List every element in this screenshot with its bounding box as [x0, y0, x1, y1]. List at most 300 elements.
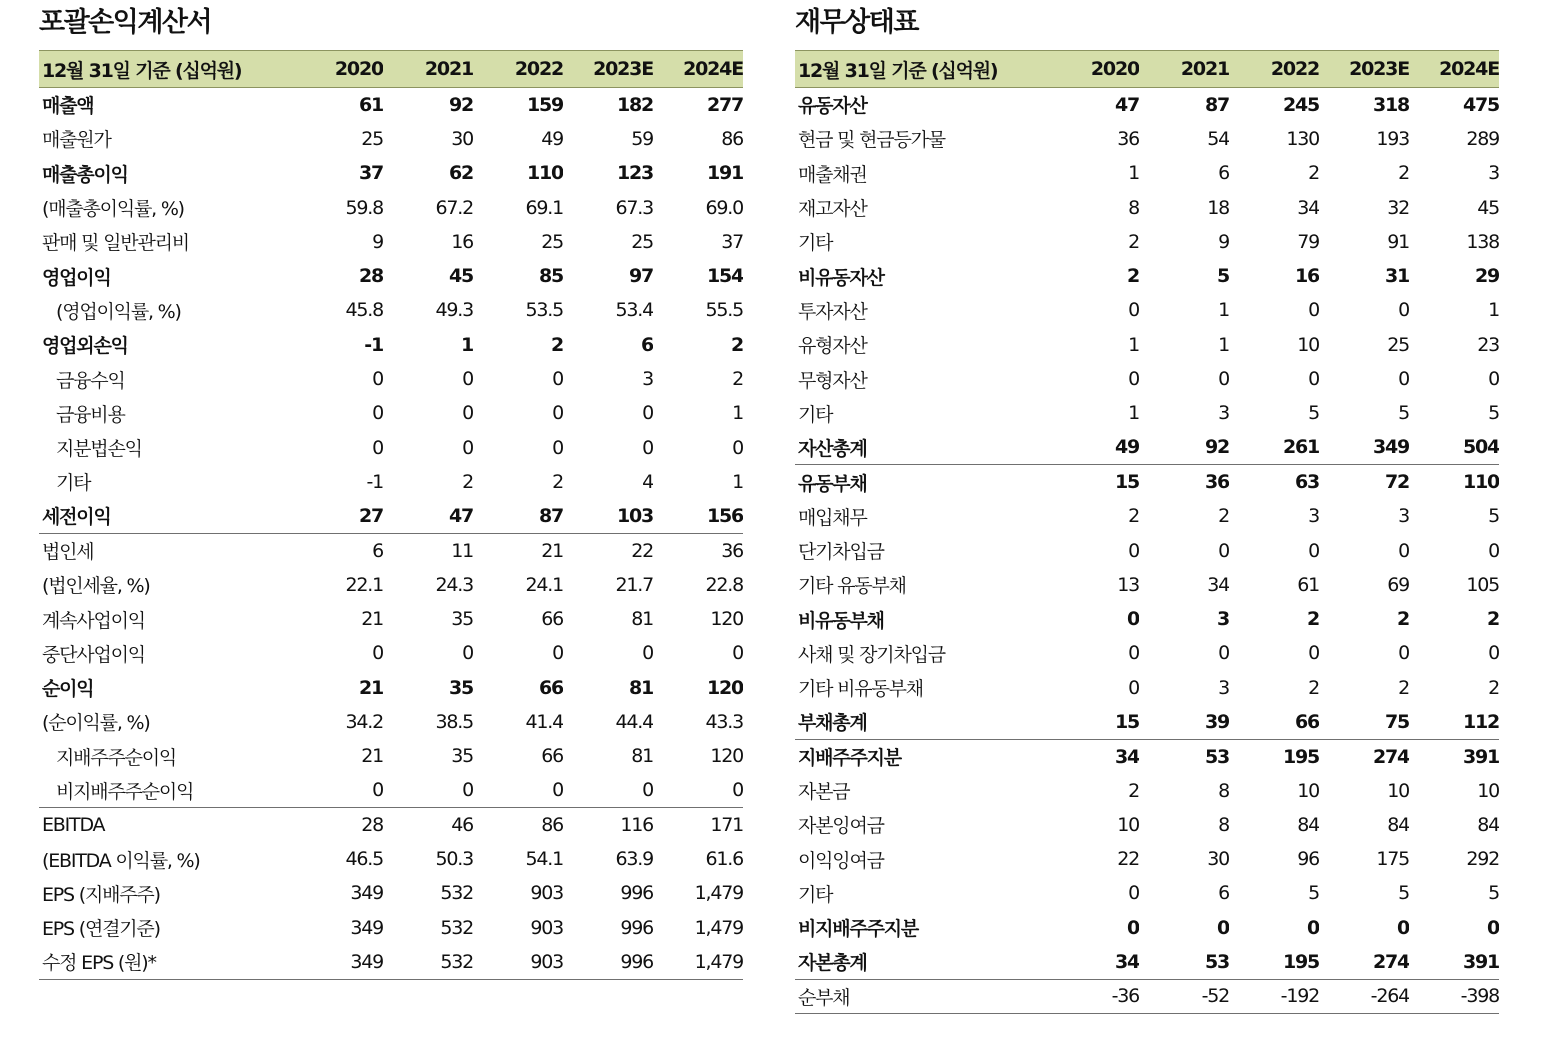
- value-cell: 16: [451, 230, 473, 253]
- value-cell: 5: [1398, 882, 1409, 905]
- table-row: [795, 705, 1499, 739]
- value-cell: 1,479: [694, 882, 743, 905]
- row-label: 매입채무: [798, 506, 867, 529]
- row-label: (매출총이익률, %): [42, 198, 184, 221]
- value-cell: 175: [1376, 848, 1409, 871]
- row-label: 자본총계: [798, 952, 867, 975]
- row-label: (순이익률, %): [42, 712, 150, 735]
- balance-sheet-table: [795, 50, 1499, 1014]
- value-cell: 15: [1114, 710, 1139, 733]
- value-cell: 0: [462, 436, 473, 459]
- value-cell: 2: [1488, 676, 1499, 699]
- value-cell: 0: [1398, 539, 1409, 562]
- value-cell: 0: [1218, 368, 1229, 391]
- value-cell: 18: [1207, 196, 1229, 219]
- value-cell: -192: [1229, 979, 1319, 1013]
- value-cell: 32: [1387, 196, 1409, 219]
- value-cell: -52: [1139, 979, 1229, 1013]
- value-cell: 39: [1204, 710, 1229, 733]
- table-row: [39, 465, 743, 499]
- value-cell: 274: [1319, 739, 1409, 773]
- value-cell: 61.6: [705, 848, 743, 871]
- value-cell: 24.1: [525, 573, 563, 596]
- value-cell: 0: [462, 779, 473, 802]
- value-cell: 36: [1117, 127, 1139, 150]
- value-cell: 36: [1139, 465, 1229, 499]
- value-cell: 46.5: [345, 848, 383, 871]
- value-cell: 120: [710, 608, 743, 631]
- value-cell: -264: [1319, 979, 1409, 1013]
- table-row: [795, 293, 1499, 327]
- value-cell: 97: [628, 265, 653, 288]
- value-cell: 6: [640, 333, 653, 356]
- row-label: 유동자산: [798, 95, 867, 118]
- value-cell: 28: [358, 265, 383, 288]
- value-cell: 245: [1282, 93, 1319, 116]
- value-cell: -1: [364, 333, 383, 356]
- value-cell: 0: [732, 642, 743, 665]
- row-label: 지분법손익: [56, 438, 142, 461]
- value-cell: 2: [1218, 505, 1229, 528]
- header-year-cell: 2024E: [1409, 51, 1499, 88]
- row-label: 비지배주주지분: [798, 918, 919, 941]
- row-label: 유동부채: [795, 465, 1051, 499]
- value-cell: 67.3: [615, 196, 653, 219]
- value-cell: 191: [706, 162, 743, 185]
- value-cell: 2: [1128, 230, 1139, 253]
- value-cell: 0: [372, 779, 383, 802]
- table-row: [39, 396, 743, 430]
- row-label: 무형자산: [798, 369, 867, 392]
- value-cell: 0: [372, 642, 383, 665]
- value-cell: 0: [462, 642, 473, 665]
- value-cell: 49: [1114, 436, 1139, 459]
- value-cell: 110: [1409, 465, 1499, 499]
- table-row: [795, 122, 1499, 156]
- row-label: (EBITDA 이익률, %): [42, 849, 200, 872]
- value-cell: 996: [620, 916, 653, 939]
- value-cell: 34: [1051, 739, 1139, 773]
- row-label: 재고자산: [798, 198, 867, 221]
- value-cell: 2: [552, 470, 563, 493]
- table-row: [39, 259, 743, 293]
- table-row: [39, 636, 743, 670]
- income-statement-panel: [39, 6, 743, 980]
- table-row: [39, 808, 743, 842]
- value-cell: 4: [642, 470, 653, 493]
- row-label: 자본금: [798, 781, 850, 804]
- row-label: 지배주주지분: [795, 739, 1051, 773]
- row-label: 기타: [798, 883, 833, 906]
- value-cell: 261: [1282, 436, 1319, 459]
- value-cell: 2: [1308, 162, 1319, 185]
- row-label: 법인세: [39, 533, 295, 567]
- table-row: [39, 430, 743, 464]
- value-cell: 3: [1398, 505, 1409, 528]
- value-cell: 84: [1477, 813, 1499, 836]
- value-cell: 105: [1466, 573, 1499, 596]
- value-cell: 45: [448, 265, 473, 288]
- value-cell: 37: [721, 230, 743, 253]
- value-cell: 0: [552, 779, 563, 802]
- value-cell: 292: [1466, 848, 1499, 871]
- value-cell: 66: [1294, 710, 1319, 733]
- value-cell: -398: [1409, 979, 1499, 1013]
- value-cell: 103: [616, 504, 653, 527]
- value-cell: 5: [1308, 402, 1319, 425]
- value-cell: -36: [1051, 979, 1139, 1013]
- value-cell: 0: [1128, 882, 1139, 905]
- table-header-row: [795, 51, 1499, 88]
- value-cell: 92: [448, 93, 473, 116]
- value-cell: 274: [1372, 950, 1409, 973]
- header-year-cell: 2024E: [653, 51, 743, 88]
- value-cell: 23: [1477, 333, 1499, 356]
- value-cell: 391: [1462, 950, 1499, 973]
- value-cell: 22.8: [705, 573, 743, 596]
- value-cell: 3: [642, 368, 653, 391]
- row-label: 비유동자산: [798, 266, 884, 289]
- table-row: [795, 636, 1499, 670]
- value-cell: 66: [541, 608, 563, 631]
- value-cell: 85: [538, 265, 563, 288]
- value-cell: 171: [653, 808, 743, 842]
- value-cell: 25: [1387, 333, 1409, 356]
- value-cell: 81: [631, 608, 653, 631]
- value-cell: 53: [1204, 950, 1229, 973]
- value-cell: 1: [1128, 402, 1139, 425]
- table-row: [795, 945, 1499, 979]
- value-cell: 123: [616, 162, 653, 185]
- value-cell: 75: [1384, 710, 1409, 733]
- header-year-cell: 2022: [1229, 51, 1319, 88]
- header-year-cell: 2020: [295, 51, 383, 88]
- value-cell: 3: [1218, 402, 1229, 425]
- value-cell: 63.9: [615, 848, 653, 871]
- value-cell: 0: [732, 779, 743, 802]
- table-row: [795, 88, 1499, 122]
- value-cell: 59.8: [345, 196, 383, 219]
- table-row: [39, 190, 743, 224]
- header-year-cell: 2022: [473, 51, 563, 88]
- value-cell: 0: [1128, 299, 1139, 322]
- value-cell: 0: [1308, 368, 1319, 391]
- row-label: EPS (연결기준): [42, 918, 160, 941]
- value-cell: 5: [1398, 402, 1409, 425]
- value-cell: 45.8: [345, 299, 383, 322]
- value-cell: 13: [1117, 573, 1139, 596]
- value-cell: 532: [440, 916, 473, 939]
- table-row: [795, 568, 1499, 602]
- table-header-row: [39, 51, 743, 88]
- value-cell: 47: [448, 504, 473, 527]
- value-cell: 30: [1207, 848, 1229, 871]
- table-row: [795, 259, 1499, 293]
- header-year-cell: 2021: [383, 51, 473, 88]
- income-statement-title: 포괄손익계산서: [39, 7, 212, 38]
- value-cell: 3: [1488, 162, 1499, 185]
- value-cell: 0: [372, 402, 383, 425]
- table-row: [39, 739, 743, 773]
- value-cell: 1: [1488, 299, 1499, 322]
- value-cell: 0: [552, 402, 563, 425]
- value-cell: 0: [1128, 642, 1139, 665]
- value-cell: 53.4: [615, 299, 653, 322]
- table-row: [795, 328, 1499, 362]
- table-row: [39, 293, 743, 327]
- value-cell: 10: [1117, 813, 1139, 836]
- value-cell: 0: [1398, 642, 1409, 665]
- value-cell: 156: [706, 504, 743, 527]
- value-cell: 0: [1488, 368, 1499, 391]
- row-label: 금융비용: [56, 403, 125, 426]
- table-row: [39, 156, 743, 190]
- row-label: 기타: [798, 403, 833, 426]
- value-cell: 0: [1308, 539, 1319, 562]
- value-cell: 9: [1218, 230, 1229, 253]
- value-cell: 1: [732, 470, 743, 493]
- row-label: 투자자산: [798, 300, 867, 323]
- value-cell: 130: [1286, 127, 1319, 150]
- value-cell: 35: [451, 608, 473, 631]
- row-label: 이익잉여금: [798, 849, 884, 872]
- value-cell: 0: [1128, 368, 1139, 391]
- value-cell: 903: [530, 916, 563, 939]
- table-row: [39, 568, 743, 602]
- value-cell: 22: [1117, 848, 1139, 871]
- value-cell: 53.5: [525, 299, 563, 322]
- table-row: [795, 911, 1499, 945]
- row-label: 판매 및 일반관리비: [42, 232, 189, 255]
- value-cell: 138: [1466, 230, 1499, 253]
- value-cell: 2: [462, 470, 473, 493]
- value-cell: 31: [1384, 265, 1409, 288]
- value-cell: 34: [1114, 950, 1139, 973]
- value-cell: 6: [1218, 882, 1229, 905]
- value-cell: 0: [1126, 608, 1139, 631]
- value-cell: 0: [642, 402, 653, 425]
- value-cell: 154: [706, 265, 743, 288]
- value-cell: 22: [563, 533, 653, 567]
- row-label: 순이익: [42, 678, 94, 701]
- row-label: 비지배주주순이익: [56, 780, 194, 803]
- value-cell: 277: [706, 93, 743, 116]
- value-cell: 87: [538, 504, 563, 527]
- value-cell: 35: [448, 676, 473, 699]
- table-row: [795, 396, 1499, 430]
- value-cell: 24.3: [435, 573, 473, 596]
- table-row: [795, 430, 1499, 464]
- value-cell: 0: [732, 436, 743, 459]
- value-cell: 182: [616, 93, 653, 116]
- value-cell: 0: [1128, 676, 1139, 699]
- value-cell: 86: [721, 127, 743, 150]
- value-cell: 34.2: [345, 710, 383, 733]
- value-cell: 67.2: [435, 196, 473, 219]
- value-cell: -1: [366, 470, 383, 493]
- value-cell: 0: [1128, 539, 1139, 562]
- value-cell: 25: [631, 230, 653, 253]
- value-cell: 81: [628, 676, 653, 699]
- value-cell: 11: [383, 533, 473, 567]
- value-cell: 532: [440, 882, 473, 905]
- value-cell: 25: [361, 127, 383, 150]
- value-cell: 0: [642, 436, 653, 459]
- value-cell: 0: [1488, 642, 1499, 665]
- row-label: 기타: [798, 232, 833, 255]
- value-cell: 0: [642, 642, 653, 665]
- value-cell: 30: [451, 127, 473, 150]
- value-cell: 2: [732, 368, 743, 391]
- header-year-cell: 2021: [1139, 51, 1229, 88]
- value-cell: 27: [358, 504, 383, 527]
- value-cell: 0: [552, 368, 563, 391]
- table-row: [39, 773, 743, 807]
- value-cell: 996: [563, 945, 653, 979]
- value-cell: 72: [1319, 465, 1409, 499]
- value-cell: 1,479: [694, 916, 743, 939]
- value-cell: 2: [1308, 676, 1319, 699]
- value-cell: 3: [1308, 505, 1319, 528]
- row-label: (영업이익률, %): [56, 300, 181, 323]
- value-cell: 3: [1218, 676, 1229, 699]
- value-cell: 5: [1308, 882, 1319, 905]
- header-year-cell: 2023E: [563, 51, 653, 88]
- header-year-cell: 2020: [1051, 51, 1139, 88]
- value-cell: 29: [1474, 265, 1499, 288]
- table-row: [795, 876, 1499, 910]
- value-cell: 0: [372, 436, 383, 459]
- value-cell: 5: [1488, 402, 1499, 425]
- table-row: [795, 979, 1499, 1013]
- value-cell: 504: [1462, 436, 1499, 459]
- table-row: [795, 225, 1499, 259]
- row-label: 단기차입금: [798, 541, 884, 563]
- table-row: [795, 739, 1499, 773]
- value-cell: 46: [383, 808, 473, 842]
- value-cell: 63: [1229, 465, 1319, 499]
- row-label: 비유동부채: [798, 609, 884, 632]
- value-cell: 996: [620, 882, 653, 905]
- value-cell: 69.1: [525, 196, 563, 219]
- table-row: [39, 911, 743, 945]
- value-cell: 0: [1218, 539, 1229, 562]
- value-cell: 92: [1204, 436, 1229, 459]
- value-cell: 21: [358, 676, 383, 699]
- value-cell: 96: [1297, 848, 1319, 871]
- row-label: 매출액: [42, 95, 94, 118]
- value-cell: 0: [552, 436, 563, 459]
- value-cell: 2: [730, 333, 743, 356]
- value-cell: 0: [462, 402, 473, 425]
- table-row: [39, 671, 743, 705]
- value-cell: 35: [451, 745, 473, 768]
- value-cell: 54.1: [525, 848, 563, 871]
- value-cell: 21: [361, 745, 383, 768]
- value-cell: 193: [1376, 127, 1409, 150]
- value-cell: 81: [631, 745, 653, 768]
- value-cell: 391: [1409, 739, 1499, 773]
- value-cell: 349: [295, 945, 383, 979]
- table-row: [39, 876, 743, 910]
- row-label: 기타 유동부채: [798, 575, 906, 598]
- value-cell: 120: [706, 676, 743, 699]
- value-cell: 2: [1396, 608, 1409, 631]
- value-cell: 61: [1297, 573, 1319, 596]
- row-label: 부채총계: [798, 712, 867, 735]
- value-cell: 54: [1207, 127, 1229, 150]
- income-statement-table: [39, 50, 743, 980]
- value-cell: 10: [1477, 779, 1499, 802]
- value-cell: 0: [1306, 916, 1319, 939]
- value-cell: 62: [448, 162, 473, 185]
- value-cell: 159: [526, 93, 563, 116]
- table-row: [39, 362, 743, 396]
- table-row: [795, 156, 1499, 190]
- value-cell: 110: [526, 162, 563, 185]
- table-row: [39, 499, 743, 533]
- value-cell: 2: [1128, 779, 1139, 802]
- table-row: [795, 533, 1499, 567]
- row-label: 계속사업이익: [42, 609, 145, 632]
- value-cell: 349: [1372, 436, 1409, 459]
- value-cell: 21: [473, 533, 563, 567]
- header-label-cell: 12월 31일 기준 (십억원): [795, 51, 1051, 88]
- row-label: 영업이익: [42, 266, 111, 289]
- value-cell: 0: [1486, 916, 1499, 939]
- value-cell: 195: [1282, 950, 1319, 973]
- value-cell: 87: [1204, 93, 1229, 116]
- table-row: [795, 362, 1499, 396]
- balance-sheet-title: 재무상태표: [795, 7, 918, 38]
- table-row: [795, 808, 1499, 842]
- table-row: [39, 945, 743, 979]
- header-year-cell: 2023E: [1319, 51, 1409, 88]
- value-cell: 0: [1398, 368, 1409, 391]
- value-cell: 49.3: [435, 299, 473, 322]
- value-cell: 2: [550, 333, 563, 356]
- row-label: EBITDA: [39, 808, 295, 842]
- row-label: 기타 비유동부채: [798, 678, 923, 701]
- table-row: [39, 602, 743, 636]
- value-cell: 0: [1488, 539, 1499, 562]
- value-cell: 21.7: [615, 573, 653, 596]
- value-cell: 8: [1218, 813, 1229, 836]
- value-cell: 0: [1218, 642, 1229, 665]
- value-cell: 45: [1477, 196, 1499, 219]
- value-cell: 43.3: [705, 710, 743, 733]
- value-cell: 195: [1229, 739, 1319, 773]
- value-cell: 47: [1114, 93, 1139, 116]
- value-cell: 49: [541, 127, 563, 150]
- value-cell: 0: [372, 368, 383, 391]
- value-cell: 6: [1218, 162, 1229, 185]
- value-cell: 0: [642, 779, 653, 802]
- table-row: [795, 602, 1499, 636]
- row-label: 지배주주순이익: [56, 746, 177, 769]
- value-cell: 16: [1294, 265, 1319, 288]
- row-label: 세전이익: [42, 506, 111, 529]
- value-cell: 59: [631, 127, 653, 150]
- value-cell: 903: [473, 945, 563, 979]
- row-label: EPS (지배주주): [42, 883, 160, 906]
- row-label: 순부채: [795, 979, 1051, 1013]
- value-cell: 8: [1128, 196, 1139, 219]
- row-label: 영업외손익: [42, 335, 128, 358]
- value-cell: 0: [552, 642, 563, 665]
- row-label: 현금 및 현금등가물: [798, 129, 945, 152]
- value-cell: 112: [1462, 710, 1499, 733]
